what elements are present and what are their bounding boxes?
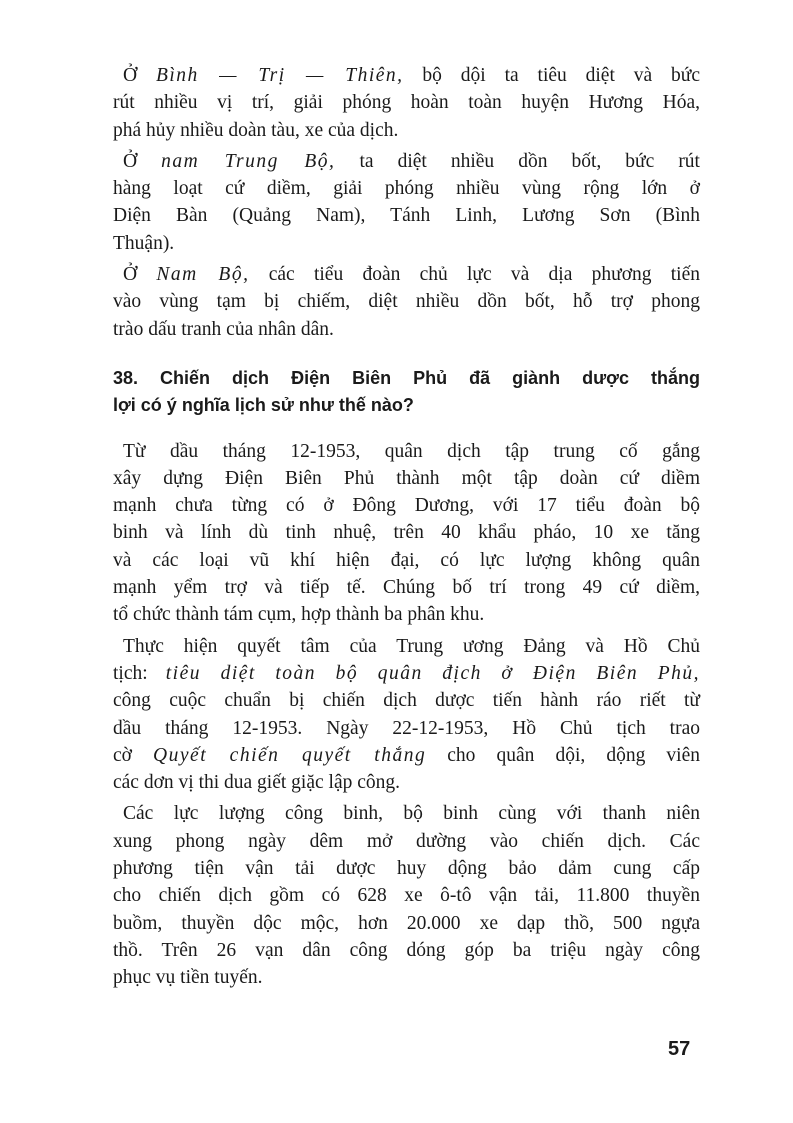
text-line <box>113 89 700 116</box>
text-line <box>113 261 700 288</box>
text-segment: bộ dội ta tiêu diệt và bức <box>403 65 701 86</box>
section-heading <box>113 365 700 420</box>
text-segment: thồ. Trên 26 vạn dân công dóng góp ba triệu ngày công <box>113 939 700 961</box>
text-segment: phá hủy nhiều doàn tàu, xe của dịch. <box>113 119 399 141</box>
italic-text: Bình — Trị — Thiên, <box>155 65 404 86</box>
text-line <box>113 769 700 796</box>
page-number: 57 <box>668 1038 691 1060</box>
text-segment: hàng loạt cứ diềm, giải phóng nhiều vùng rộng lớn ở <box>113 178 700 200</box>
text-line <box>113 882 700 909</box>
italic-text: nam Trung Bộ, <box>161 150 336 172</box>
text-line <box>113 519 700 546</box>
text-line <box>113 660 700 687</box>
text-segment: tịch: <box>113 662 166 684</box>
text-segment: lợi có ý nghĩa lịch sử như thế nào? <box>113 395 414 416</box>
text-segment: mạnh yểm trợ và tiếp tế. Chúng bố trí trong 49 cứ diềm, <box>113 577 700 599</box>
text-line <box>113 288 700 315</box>
text-segment: các tiểu đoàn chủ lực và dịa phương tiến <box>249 264 701 286</box>
text-segment: mạnh chưa từng có ở Đông Dương, với 17 tiểu đoàn bộ <box>113 495 700 517</box>
paragraph <box>113 261 700 343</box>
italic-text: Quyết chiến quyết thắng <box>153 744 427 766</box>
text-line <box>113 937 700 964</box>
text-segment: Các lực lượng công binh, bộ binh cùng với thanh niên <box>123 803 700 825</box>
page-body <box>113 62 700 992</box>
text-segment: Diện Bàn (Quảng Nam), Tánh Linh, Lương Sơn (Bình <box>113 205 700 227</box>
text-segment: dầu tháng 12-1953. Ngày 22-12-1953, Hồ Chủ tịch trao <box>113 717 700 739</box>
text-segment: phương tiện vận tải dược huy dộng bảo dảm cung cấp <box>113 858 700 880</box>
text-segment: phục vụ tiền tuyến. <box>113 967 263 989</box>
text-segment: binh và lính dù tinh nhuệ, trên 40 khẩu pháo, 10 xe tăng <box>113 522 700 544</box>
text-line <box>113 715 700 742</box>
text-line <box>113 316 700 343</box>
text-segment: cho quân dội, dộng viên <box>426 744 700 766</box>
text-segment: cho chiến dịch gồm có 628 xe ô-tô vận tải, 11.800 thuyền <box>113 885 700 907</box>
text-line <box>113 800 700 827</box>
text-segment: Ở <box>123 150 162 172</box>
text-segment: buồm, thuyền dộc mộc, hơn 20.000 xe dạp thồ, 500 ngựa <box>113 912 700 934</box>
text-segment: Thuận). <box>113 232 175 254</box>
text-line <box>113 910 700 937</box>
text-line <box>113 687 700 714</box>
text-segment: rút nhiều vị trí, giải phóng hoàn toàn huyện Hương Hóa, <box>113 92 700 114</box>
text-line <box>113 633 700 660</box>
text-line <box>113 492 700 519</box>
text-line <box>113 855 700 882</box>
text-line <box>113 828 700 855</box>
paragraph <box>113 62 700 144</box>
text-segment: và các loại vũ khí hiện đại, có lực lượng không quân <box>113 549 700 571</box>
text-line <box>113 574 700 601</box>
paragraph <box>113 633 700 797</box>
text-line <box>113 392 700 419</box>
text-line <box>113 742 700 769</box>
text-segment: cờ <box>113 744 154 766</box>
paragraph <box>113 800 700 991</box>
text-segment: công cuộc chuẩn bị chiến dịch dược tiến hành ráo riết từ <box>113 690 700 712</box>
text-line <box>113 202 700 229</box>
text-segment: xung phong ngày dêm mở dường vào chiến dịch. Các <box>113 830 700 852</box>
text-segment: Thực hiện quyết tâm của Trung ương Đảng và Hồ Chủ <box>123 635 700 657</box>
text-line <box>113 964 700 991</box>
text-line <box>113 365 700 392</box>
text-segment: xây dựng Điện Biên Phủ thành một tập doàn cứ diềm <box>113 467 700 489</box>
text-segment: vào vùng tạm bị chiếm, diệt nhiều dồn bốt, hỗ trợ phong <box>113 291 700 313</box>
text-segment: Từ dầu tháng 12-1953, quân dịch tập trung cố gắng <box>123 440 700 462</box>
text-line <box>113 438 700 465</box>
italic-text: tiêu diệt toàn bộ quân địch ở Điện Biên Phủ, <box>165 662 700 684</box>
text-segment: tổ chức thành tám cụm, hợp thành ba phân khu. <box>113 604 485 626</box>
text-line <box>113 175 700 202</box>
text-line <box>113 601 700 628</box>
text-line <box>113 62 700 89</box>
paragraph <box>113 148 700 257</box>
text-line <box>113 465 700 492</box>
text-segment: các dơn vị thi dua giết giặc lập công. <box>113 772 401 794</box>
text-segment: Ở <box>123 65 156 86</box>
text-segment: 38. Chiến dịch Điện Biên Phủ đã giành dược thắng <box>113 367 700 388</box>
text-line <box>113 117 700 144</box>
text-line <box>113 148 700 175</box>
text-line <box>113 547 700 574</box>
text-segment: Ở <box>123 264 157 286</box>
text-segment: ta diệt nhiều dồn bốt, bức rút <box>335 150 700 172</box>
text-segment: trào dấu tranh của nhân dân. <box>113 318 334 340</box>
text-line <box>113 230 700 257</box>
italic-text: Nam Bộ, <box>156 264 250 286</box>
paragraph <box>113 438 700 629</box>
